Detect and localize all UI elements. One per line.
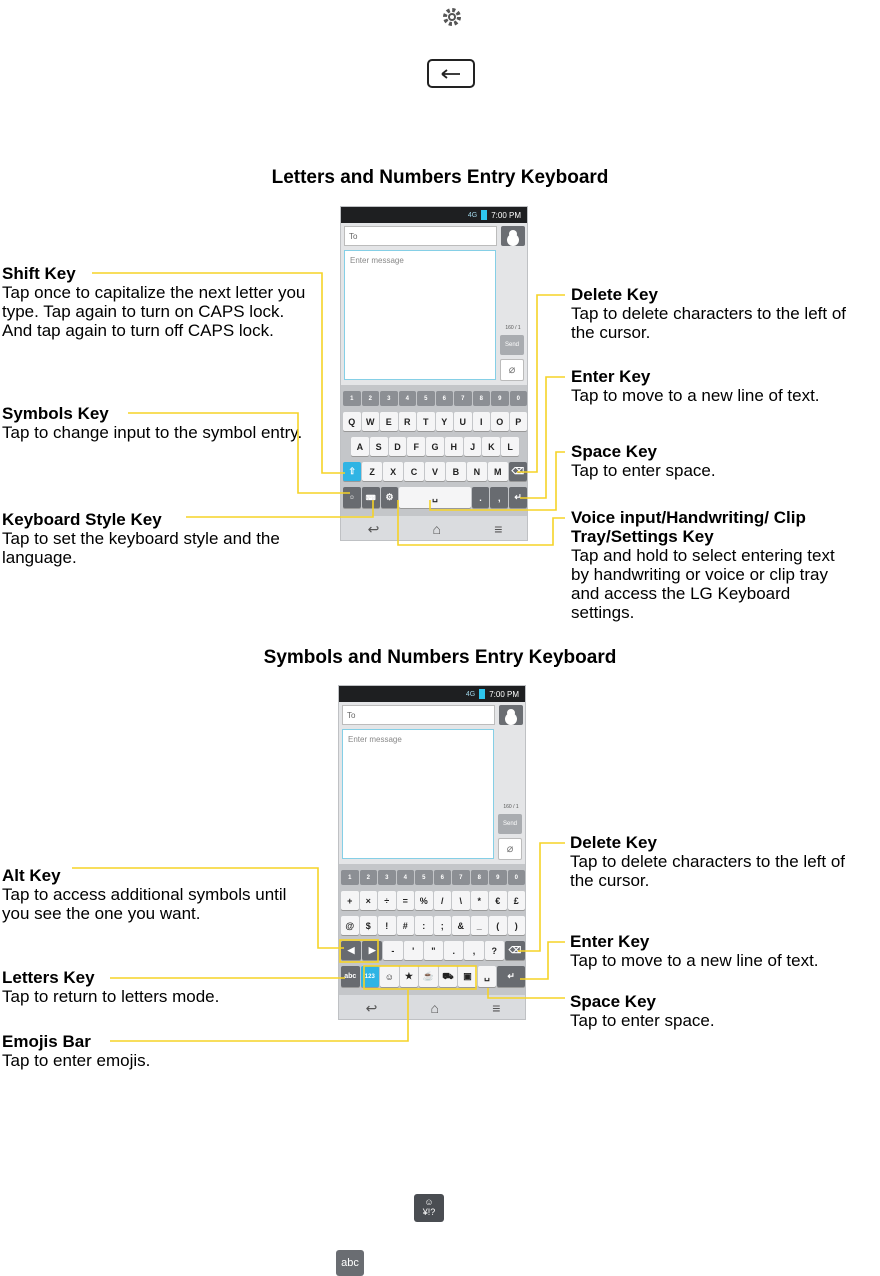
nav-bar: [341, 516, 528, 541]
letter-row-3: [341, 462, 528, 481]
emoji-cup-icon[interactable]: ☕: [419, 966, 438, 987]
settings-gear-icon: [437, 3, 467, 31]
symbol-row-3: [339, 941, 526, 960]
symbol-key[interactable]: £: [508, 891, 526, 910]
callout-letters: Letters Key Tap to return to letters mode.: [2, 968, 220, 1006]
letter-key[interactable]: P: [510, 412, 528, 431]
space-key[interactable]: ␣: [478, 966, 497, 987]
symbol-key[interactable]: &: [452, 916, 470, 935]
letter-row-2: [341, 437, 528, 456]
letter-key[interactable]: Q: [343, 412, 361, 431]
number-key[interactable]: 9: [491, 391, 509, 406]
number-key[interactable]: 6: [436, 391, 454, 406]
symbol-key[interactable]: -: [383, 941, 402, 960]
symbol-row-2: [339, 916, 526, 935]
number-key[interactable]: 2: [360, 870, 378, 885]
number-key[interactable]: 5: [417, 391, 435, 406]
letter-key[interactable]: X: [383, 462, 403, 481]
nav-menu-icon[interactable]: ≡: [492, 1000, 501, 1016]
callout-enter-2: Enter Key Tap to move to a new line of text.: [570, 932, 819, 970]
symbol-key[interactable]: /: [434, 891, 452, 910]
symbol-key[interactable]: ": [424, 941, 443, 960]
send-button[interactable]: Send: [500, 335, 524, 355]
callout-enter-1: Enter Key Tap to move to a new line of text.: [571, 367, 820, 405]
number-key[interactable]: 0: [510, 391, 528, 406]
number-key[interactable]: 4: [397, 870, 415, 885]
emoji-symbol-icon[interactable]: ▣: [458, 966, 477, 987]
number-key[interactable]: 4: [399, 391, 417, 406]
alt-right-key[interactable]: ▶: [362, 941, 382, 960]
letter-key[interactable]: O: [491, 412, 509, 431]
number-row: [339, 870, 526, 885]
callout-voice: Voice input/Handwriting/ Clip Tray/Settings Key Tap and hold to select entering text by handwriting or voice or clip tray and access the LG Keyboard settings.: [571, 508, 835, 622]
phone-screen-letters: [340, 206, 528, 541]
nav-menu-icon[interactable]: ≡: [494, 521, 503, 537]
letter-key[interactable]: B: [446, 462, 466, 481]
paperclip-icon[interactable]: ⌀: [498, 838, 522, 860]
symbol-key[interactable]: ': [404, 941, 423, 960]
callout-shift: Shift Key Tap once to capitalize the next letter you type. Tap again to turn on CAPS lock. And tap again to turn off CAPS lock.: [2, 264, 306, 340]
keyboard-symbols: [339, 864, 526, 995]
letters-key[interactable]: abc: [341, 966, 360, 987]
number-key[interactable]: 3: [380, 391, 398, 406]
number-key[interactable]: 3: [378, 870, 396, 885]
send-button[interactable]: Send: [498, 814, 522, 834]
symbol-key[interactable]: *: [471, 891, 489, 910]
letter-key[interactable]: U: [454, 412, 472, 431]
number-key[interactable]: 7: [452, 870, 470, 885]
symbol-key[interactable]: €: [489, 891, 507, 910]
emoji-smile-icon[interactable]: ☺: [380, 966, 399, 987]
comma-key[interactable]: ,: [490, 487, 508, 508]
message-field[interactable]: Enter message: [342, 729, 494, 859]
bottom-row: [339, 966, 526, 987]
symbol-key[interactable]: =: [397, 891, 415, 910]
symbol-key[interactable]: @: [341, 916, 359, 935]
paperclip-icon[interactable]: ⌀: [500, 359, 524, 381]
to-field[interactable]: To: [344, 226, 497, 246]
symbol-key[interactable]: !: [378, 916, 396, 935]
letter-key[interactable]: D: [389, 437, 407, 456]
delete-key[interactable]: ⌫: [509, 462, 527, 481]
emoji-star-icon[interactable]: ★: [400, 966, 419, 987]
keyboard-letters: [341, 385, 528, 516]
number-key[interactable]: 7: [454, 391, 472, 406]
symbol-key[interactable]: #: [397, 916, 415, 935]
number-key[interactable]: 0: [508, 870, 526, 885]
symbol-key[interactable]: :: [415, 916, 433, 935]
phone-screen-symbols: [338, 685, 526, 1020]
emoji-car-icon[interactable]: ⛟: [439, 966, 458, 987]
char-counter: 160 / 1: [505, 325, 521, 331]
letter-key[interactable]: C: [404, 462, 424, 481]
letter-key[interactable]: S: [370, 437, 388, 456]
symbol-row-1: [339, 891, 526, 910]
status-time: 7:00 PM: [489, 689, 519, 699]
contact-icon[interactable]: [501, 226, 525, 246]
letter-key[interactable]: Y: [436, 412, 454, 431]
letter-key[interactable]: M: [488, 462, 508, 481]
emoji-symbols-key-icon: ☺ ¥!?: [414, 1194, 444, 1222]
callout-delete-1: Delete Key Tap to delete characters to the left of the cursor.: [571, 285, 846, 342]
callout-space-1: Space Key Tap to enter space.: [571, 442, 716, 480]
nav-bar: [339, 995, 526, 1020]
letter-key[interactable]: W: [362, 412, 380, 431]
symbol-key[interactable]: \: [452, 891, 470, 910]
letter-key[interactable]: R: [399, 412, 417, 431]
callout-delete-2: Delete Key Tap to delete characters to the left of the cursor.: [570, 833, 845, 890]
letter-key[interactable]: H: [445, 437, 463, 456]
letter-key[interactable]: K: [482, 437, 500, 456]
symbol-key[interactable]: _: [471, 916, 489, 935]
symbol-key[interactable]: ,: [464, 941, 483, 960]
symbol-key[interactable]: ): [508, 916, 526, 935]
space-key[interactable]: ␣: [399, 487, 470, 508]
to-field[interactable]: To: [342, 705, 495, 725]
enter-key[interactable]: ↵: [509, 487, 527, 508]
symbol-key[interactable]: $: [360, 916, 378, 935]
message-field[interactable]: Enter message: [344, 250, 496, 380]
section-title-symbols: Symbols and Numbers Entry Keyboard: [263, 647, 617, 668]
shift-key[interactable]: ⇧: [343, 462, 361, 481]
keyboard-style-key[interactable]: ⌨: [362, 487, 380, 508]
number-key[interactable]: 1: [343, 391, 361, 406]
back-key-icon: [427, 59, 475, 88]
alt-left-key[interactable]: ◀: [341, 941, 361, 960]
symbol-key[interactable]: %: [415, 891, 433, 910]
symbols-key[interactable]: ☺: [343, 487, 361, 508]
symbol-key[interactable]: ×: [360, 891, 378, 910]
battery-icon: [479, 689, 485, 699]
period-key[interactable]: .: [472, 487, 490, 508]
delete-key[interactable]: ⌫: [505, 941, 525, 960]
enter-key[interactable]: ↵: [497, 966, 525, 987]
letter-key[interactable]: G: [426, 437, 444, 456]
letter-key[interactable]: Z: [362, 462, 382, 481]
callout-emojis: Emojis Bar Tap to enter emojis.: [2, 1032, 151, 1070]
nav-back-icon[interactable]: ↩: [367, 520, 380, 537]
letter-key[interactable]: A: [351, 437, 369, 456]
contact-icon[interactable]: [499, 705, 523, 725]
number-row: [341, 391, 528, 406]
callout-space-2: Space Key Tap to enter space.: [570, 992, 715, 1030]
letter-key[interactable]: F: [407, 437, 425, 456]
letter-key[interactable]: I: [473, 412, 491, 431]
status-time: 7:00 PM: [491, 210, 521, 220]
abc-key-icon: abc: [336, 1250, 364, 1276]
callout-keyboard-style: Keyboard Style Key Tap to set the keyboard style and the language.: [2, 510, 280, 567]
symbol-key[interactable]: ÷: [378, 891, 396, 910]
number-key[interactable]: 2: [362, 391, 380, 406]
number-key[interactable]: 8: [471, 870, 489, 885]
symbol-key[interactable]: +: [341, 891, 359, 910]
number-key[interactable]: 6: [434, 870, 452, 885]
section-title-letters: Letters and Numbers Entry Keyboard: [271, 167, 609, 188]
callout-symbols: Symbols Key Tap to change input to the symbol entry.: [2, 404, 303, 442]
letter-key[interactable]: L: [501, 437, 519, 456]
letter-row-1: [341, 412, 528, 431]
number-key[interactable]: 1: [341, 870, 359, 885]
nav-home-icon[interactable]: ⌂: [432, 521, 441, 537]
symbol-key[interactable]: .: [444, 941, 463, 960]
letter-key[interactable]: J: [464, 437, 482, 456]
line-enter-2: [520, 942, 565, 979]
number-key[interactable]: 5: [415, 870, 433, 885]
number-key[interactable]: 9: [489, 870, 507, 885]
char-counter: 160 / 1: [503, 804, 519, 810]
letter-key[interactable]: V: [425, 462, 445, 481]
number-key[interactable]: 8: [473, 391, 491, 406]
letter-key[interactable]: E: [380, 412, 398, 431]
symbol-key[interactable]: ?: [485, 941, 504, 960]
letter-key[interactable]: T: [417, 412, 435, 431]
symbol-key[interactable]: (: [489, 916, 507, 935]
settings-key[interactable]: ⚙: [381, 487, 399, 508]
bottom-row: [341, 487, 528, 508]
battery-icon: [481, 210, 487, 220]
status-bar: 4G 7:00 PM: [341, 207, 527, 223]
callout-alt: Alt Key Tap to access additional symbols until you see the one you want.: [2, 866, 287, 923]
symbol-key[interactable]: ;: [434, 916, 452, 935]
nav-home-icon[interactable]: ⌂: [430, 1000, 439, 1016]
nav-back-icon[interactable]: ↩: [365, 999, 378, 1016]
status-bar: 4G 7:00 PM: [339, 686, 525, 702]
letter-key[interactable]: N: [467, 462, 487, 481]
emoji-tab-123[interactable]: 123: [361, 966, 380, 987]
